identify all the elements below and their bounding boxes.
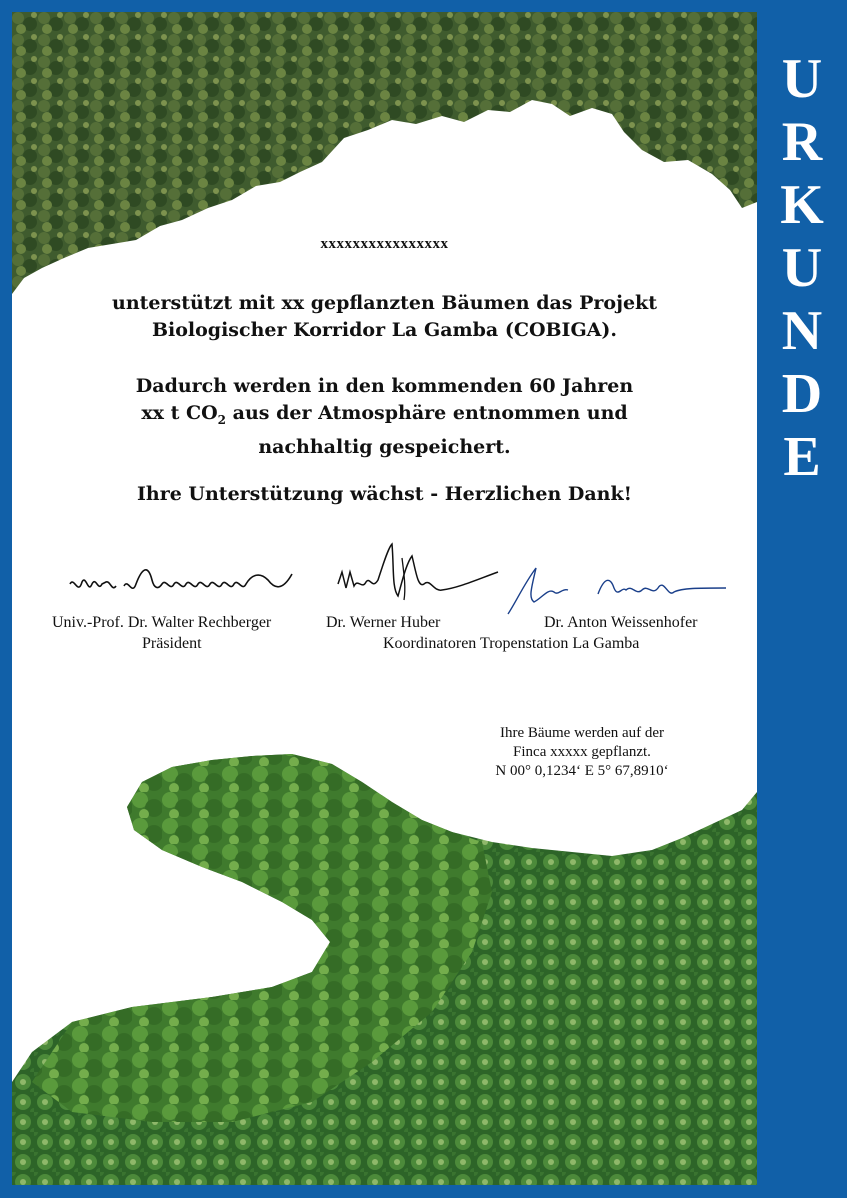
location-line-2: Finca xxxxx gepflanzt.: [513, 744, 651, 760]
co2-line-1: Dadurch werden in den kommenden 60 Jahren: [135, 375, 634, 397]
co2-subscript: 2: [217, 412, 227, 427]
urkunde-title: [757, 48, 847, 489]
location-info: [452, 724, 712, 781]
title-letter: N: [781, 300, 823, 362]
title-letter: K: [780, 174, 824, 236]
signature-rechberger: [62, 552, 302, 612]
support-statement: [12, 290, 757, 344]
title-letter: U: [781, 237, 823, 299]
location-coordinates: N 00° 0,1234‘ E 5° 67,8910‘: [495, 763, 669, 779]
support-line-1: unterstützt mit xx gepflanzten Bäumen das Projekt: [112, 292, 657, 314]
co2-line-2-prefix: xx t CO: [141, 402, 218, 424]
co2-line-2-suffix: aus der Atmosphäre entnommen und: [226, 402, 628, 424]
co2-line-3: nachhaltig gespeichert.: [258, 435, 511, 458]
side-band: [757, 0, 847, 1198]
support-line-2: Biologischer Korridor La Gamba (COBIGA).: [151, 319, 618, 341]
donor-name-placeholder: xxxxxxxxxxxxxxxx: [320, 236, 449, 252]
president-role: Präsident: [142, 635, 202, 652]
title-letter: D: [781, 363, 823, 425]
co2-line-2: [12, 400, 757, 434]
president-name: Univ.-Prof. Dr. Walter Rechberger: [52, 614, 272, 631]
title-letter: U: [781, 48, 823, 110]
coordinator-1-name: Dr. Werner Huber: [326, 614, 441, 631]
thanks-message: Ihre Unterstützung wächst - Herzlichen Dank!: [137, 483, 632, 505]
title-letter: E: [783, 426, 821, 488]
signature-weissenhofer: [502, 558, 732, 622]
certificate-page: [12, 12, 757, 1185]
co2-statement: [12, 373, 757, 461]
coordinator-2-name: Dr. Anton Weissenhofer: [544, 614, 698, 631]
signature-huber: [332, 538, 502, 612]
title-letter: R: [781, 111, 823, 173]
coordinators-role: Koordinatoren Tropenstation La Gamba: [383, 635, 640, 652]
location-line-1: Ihre Bäume werden auf der: [499, 725, 665, 741]
